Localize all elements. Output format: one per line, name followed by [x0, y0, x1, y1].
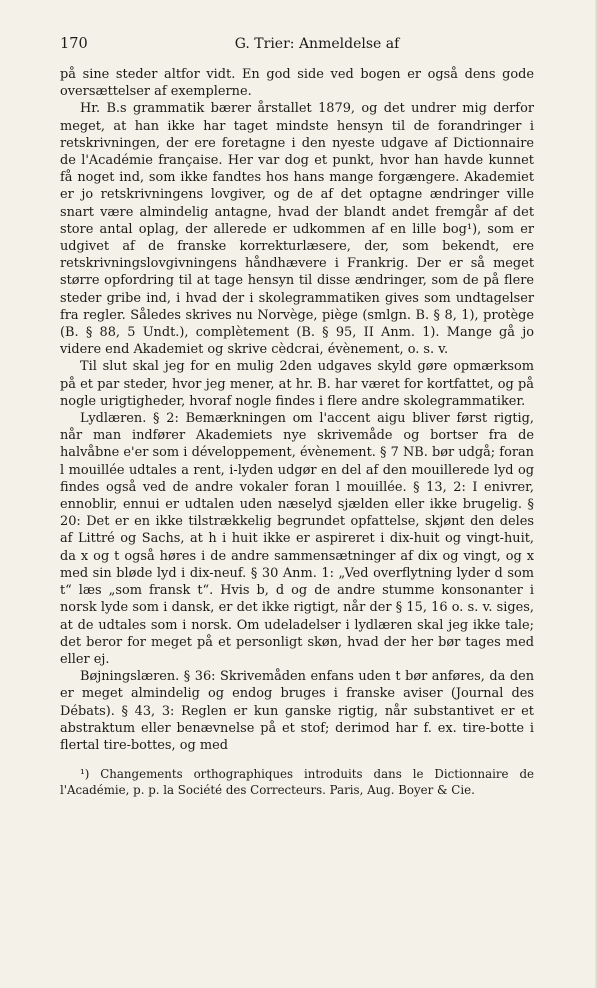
page-header: [60, 36, 534, 58]
paragraph: Til slut skal jeg for en mulig 2den udgaves skyld gøre opmærksom på et par steder, hvor jeg mener, at hr. B. har været for kortfattet, og på nogle urigtigheder, hvoraf nogle findes i flere andre skolegrammatiker.: [60, 359, 534, 409]
paragraph: Bøjningslæren. § 36: Skrivemåden enfans uden t bør anføres, da den er meget almindelig og endog bruges i franske aviser (Journal des Débats). § 43, 3: Reglen er kun ganske rigtig, når substantivet er et abstraktum eller benævnelse på et stof; derimod har f. ex. tire-botte i flertal tire-bottes, og med: [60, 669, 534, 753]
paragraph: på sine steder altfor vidt. En god side ved bogen er også dens gode oversættelser af exemplerne.: [60, 67, 534, 100]
running-title: G. Trier: Anmeldelse af: [234, 36, 400, 52]
page-number: 170: [60, 36, 88, 52]
footnote: ¹) Changements orthographiques introduits dans le Dictionnaire de l'Académie, p. p. la Société des Correcteurs. Paris, Aug. Boyer & Cie.: [60, 767, 534, 798]
paragraph: Hr. B.s grammatik bærer årstallet 1879, og det undrer mig derfor meget, at han ikke har taget mindste hensyn til de forandringer i retskrivningen, der ere foretagne i den nyeste udgave af Dictionnaire de l'Académie française. Her var dog et punkt, hvor han havde kunnet få noget ind, som ikke fandtes hos hans mange forgængere. Akademiet er jo retskrivningens lovgiver, og de af det optagne ændringer ville snart være almindelig antagne, hvad der blandt andet fremgår af det store antal oplag, der allerede er udkommen af en lille bog¹), som er udgivet af de franske korrekturlæsere, der, som bekendt, ere retskrivningslovgivningens håndhævere i Frankrig. Der er så meget større opfordring til at tage hensyn til disse ændringer, som de på flere steder gribe ind, i hvad der i skolegrammatiken gives som undtagelser fra regler. Således skrives nu Norvège, piège (smlgn. B. § 8, 1), protège (B. § 88, 5 Undt.), complètement (B. § 95, II Anm. 1). Mange gå jo videre end Akademiet og skrive cèdcrai, évènement, o. s. v.: [60, 101, 534, 358]
paragraph: Lydlæren. § 2: Bemærkningen om l'accent aigu bliver først rigtig, når man indfører Akademiets nye skrivemåde og bortser fra de halvåbne e'er som i développement, évènement. § 7 NB. bør udgå; foran l mouillée udtales a rent, i-lyden udgør en del af den mouillerede lyd og findes også ved de andre vokaler foran l mouillée. § 13, 2: I enivrer, ennoblir, ennui er udtalen uden næselyd sjælden eller ikke brugelig. § 20: Det er en ikke tilstrækkelig begrundet opfattelse, skjønt den deles af Littré og Sachs, at h i huit ikke er aspireret i dix-huit og vingt-huit, da x og t også høres i de andre sammensætninger af dix og vingt, og x med sin bløde lyd i dix-neuf. § 30 Anm. 1: „Ved overflytning lyder d som t“ læs „som fransk t“. Hvis b, d og de andre stumme konsonanter i norsk lyde som i dansk, er det ikke rigtigt, når der § 15, 16 o. s. v. siges, at de udtales som i norsk. Om udeladelser i lydlæren skal jeg ikke tale; det beror for meget på et personligt skøn, hvad der her bør tages med eller ej.: [60, 411, 534, 667]
page: [60, 36, 534, 798]
body-text: [60, 66, 534, 754]
